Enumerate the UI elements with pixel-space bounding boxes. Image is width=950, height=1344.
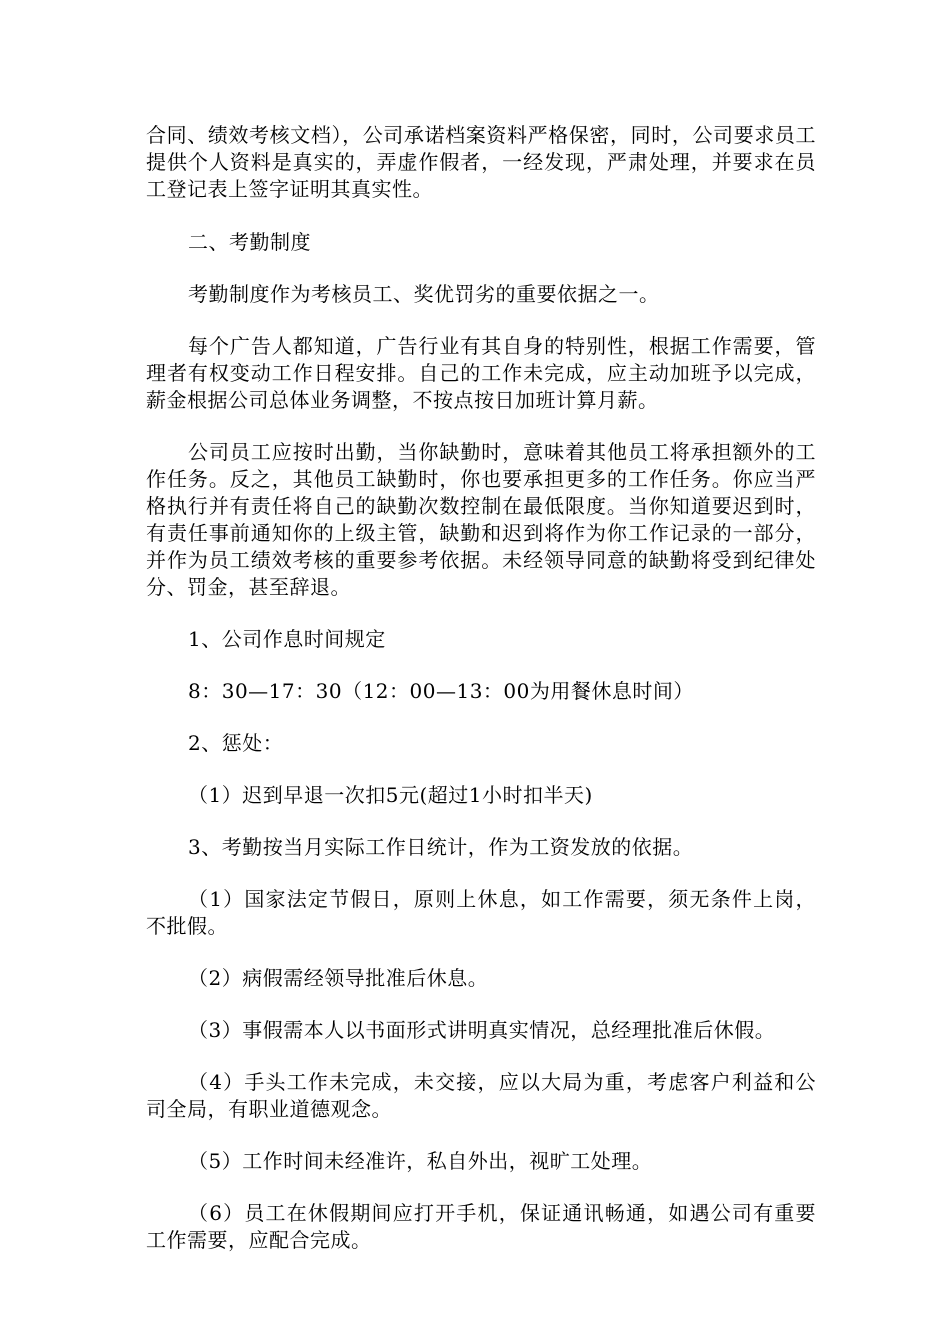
document-body: [146, 122, 816, 1279]
subheading-work-hours: 1、公司作息时间规定: [188, 627, 386, 651]
paragraph-attendance-intro: 考勤制度作为考核员工、奖优罚劣的重要依据之一。: [188, 282, 660, 306]
paragraph-phone-on-leave: （6）员工在休假期间应打开手机，保证通讯畅通，如遇公司有重要工作需要，应配合完成。: [146, 1201, 816, 1252]
section-heading-attendance: 二、考勤制度: [188, 230, 311, 254]
subheading-penalties: 2、惩处：: [188, 731, 284, 755]
paragraph-holidays: （1）国家法定节假日，原则上休息，如工作需要，须无条件上岗，不批假。: [146, 887, 816, 938]
paragraph-lateness-penalty: （1）迟到早退一次扣5元(超过1小时扣半天): [188, 783, 593, 807]
subheading-attendance-statistics: 3、考勤按当月实际工作日统计，作为工资发放的依据。: [188, 835, 694, 859]
paragraph-overtime: 每个广告人都知道，广告行业有其自身的特别性，根据工作需要，管理者有权变动工作日程安排。自己的工作未完成，应主动加班予以完成，薪金根据公司总体业务调整，不按点按日加班计算月薪。: [146, 334, 816, 412]
paragraph-unauthorized-absence: （5）工作时间未经准许，私自外出，视旷工处理。: [188, 1149, 653, 1173]
paragraph-work-hours: 8：30—17：30（12：00—13：00为用餐休息时间）: [188, 679, 694, 703]
paragraph-personal-leave: （3）事假需本人以书面形式讲明真实情况，总经理批准后休假。: [188, 1018, 776, 1042]
paragraph-handover: （4）手头工作未完成，未交接，应以大局为重，考虑客户利益和公司全局，有职业道德观念。: [146, 1070, 816, 1121]
paragraph-absence: 公司员工应按时出勤，当你缺勤时，意味着其他员工将承担额外的工作任务。反之，其他员工缺勤时，你也要承担更多的工作任务。你应当严格执行并有责任将自己的缺勤次数控制在最低限度。当你知道要迟到时，有责任事前通知你的上级主管，缺勤和迟到将作为你工作记录的一部分，并作为员工绩效考核的重要参考依据。未经领导同意的缺勤将受到纪律处分、罚金，甚至辞退。: [146, 440, 816, 599]
paragraph-sick-leave: （2）病假需经领导批准后休息。: [188, 966, 489, 990]
paragraph-archive-confidentiality: 合同、绩效考核文档），公司承诺档案资料严格保密，同时，公司要求员工提供个人资料是真实的，弄虚作假者，一经发现，严肃处理，并要求在员工登记表上签字证明其真实性。: [146, 123, 816, 201]
